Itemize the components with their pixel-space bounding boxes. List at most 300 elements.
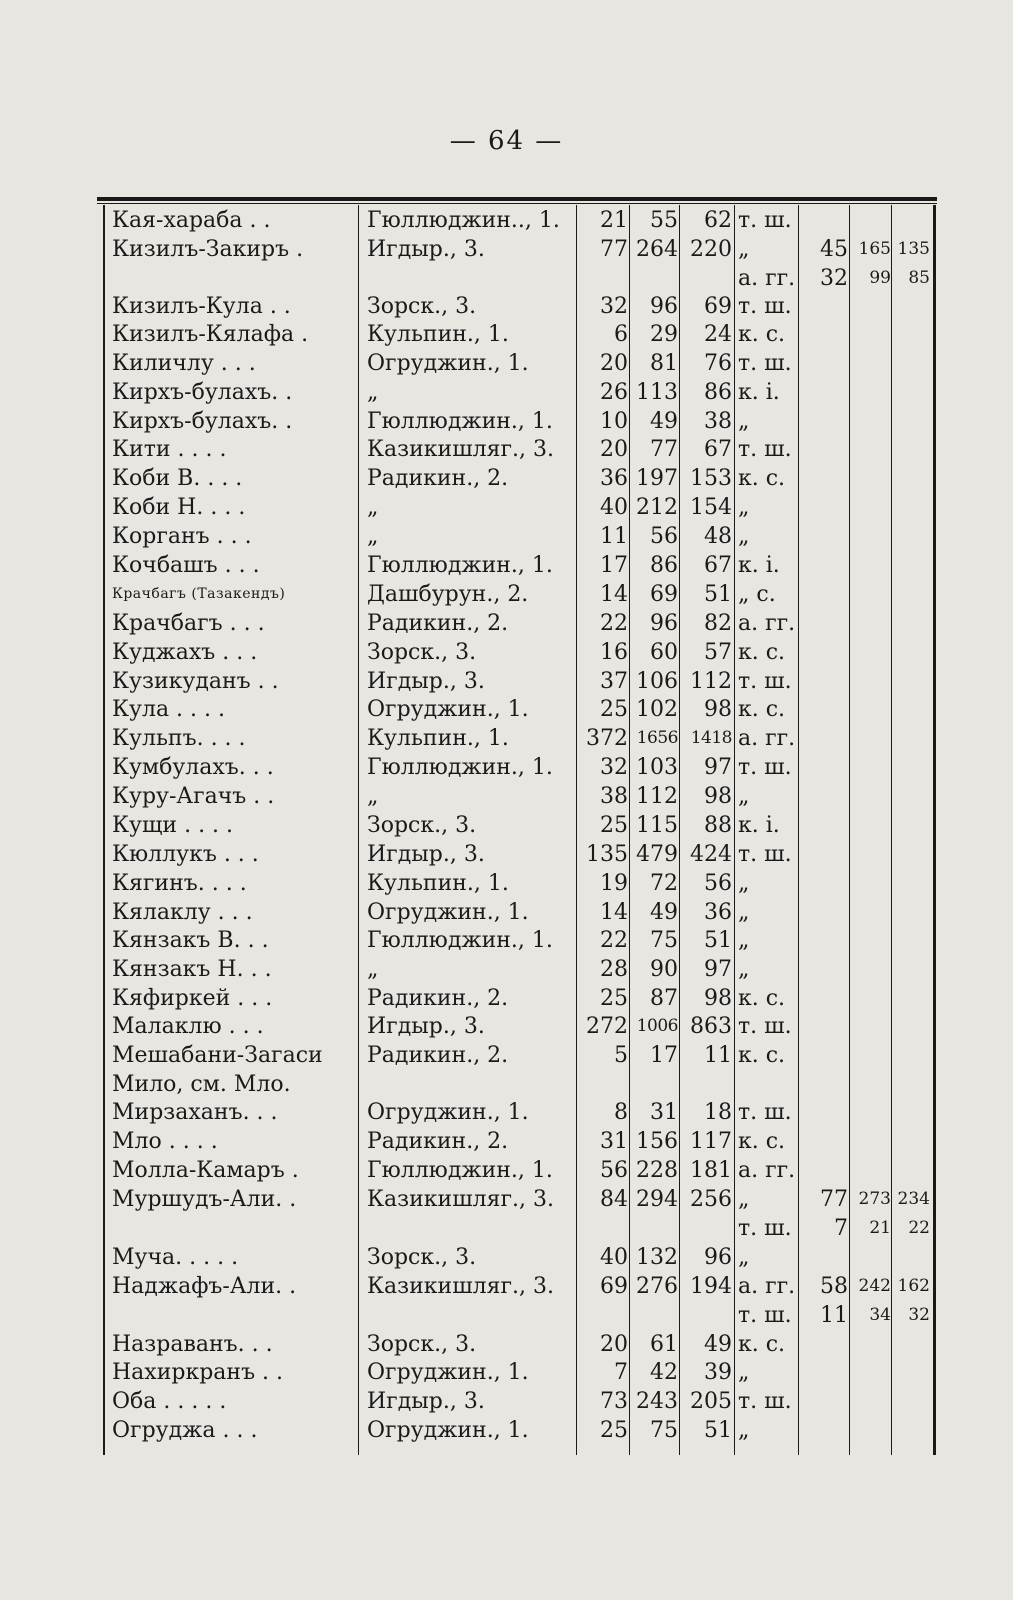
- row-households: 20: [600, 437, 628, 462]
- row-males: 1656: [636, 728, 678, 748]
- row-population-type: „: [738, 900, 750, 925]
- row-males: 132: [636, 1245, 678, 1270]
- row-males: 156: [636, 1129, 678, 1154]
- row-district: Гюллюджин., 1.: [367, 553, 553, 578]
- row-district: Зорск., 3.: [367, 294, 477, 319]
- row-name: Огруджа . . .: [112, 1418, 258, 1443]
- row-population-type: „: [738, 1245, 750, 1270]
- table-row: [0, 580, 1013, 609]
- row-group-females: 135: [897, 239, 930, 259]
- row-name: Молла-Камаръ .: [112, 1158, 299, 1183]
- row-males: 72: [650, 871, 678, 896]
- row-district: Радикин., 2.: [367, 611, 509, 636]
- row-population-type: к. с.: [738, 697, 786, 722]
- row-district: Гюллюджин., 1.: [367, 409, 553, 434]
- row-population-type: т. ш.: [738, 842, 792, 867]
- row-males: 61: [650, 1332, 678, 1357]
- row-males: 90: [650, 957, 678, 982]
- row-households: 32: [600, 755, 628, 780]
- row-district: Радикин., 2.: [367, 1043, 509, 1068]
- row-households: 6: [614, 322, 628, 347]
- row-group-females: 162: [897, 1276, 930, 1296]
- row-households: 36: [600, 466, 628, 491]
- row-district: Кульпин., 1.: [367, 726, 509, 751]
- table-row: [0, 984, 1013, 1013]
- row-females: 51: [704, 1418, 732, 1443]
- row-group-households: 11: [820, 1303, 848, 1328]
- table-row: [0, 551, 1013, 580]
- row-name: Коби Н. . . .: [112, 495, 246, 520]
- row-name: Мешабани-Загаси: [112, 1043, 323, 1068]
- row-households: 20: [600, 1332, 628, 1357]
- row-population-type: к. с.: [738, 1332, 786, 1357]
- row-district: Игдыр., 3.: [367, 669, 485, 694]
- row-females: 112: [690, 669, 732, 694]
- row-name: Куру-Агачъ . .: [112, 784, 275, 809]
- row-females: 39: [704, 1360, 732, 1385]
- row-males: 17: [650, 1043, 678, 1068]
- row-district: Зорск., 3.: [367, 640, 477, 665]
- row-name: Муча. . . . .: [112, 1245, 239, 1270]
- row-females: 154: [690, 495, 732, 520]
- row-district: Огруджин., 1.: [367, 1360, 529, 1385]
- row-district: Радикин., 2.: [367, 986, 509, 1011]
- row-males: 49: [650, 900, 678, 925]
- row-population-type: т. ш.: [738, 208, 792, 233]
- row-females: 86: [704, 380, 732, 405]
- row-name: Кизилъ-Кялафа .: [112, 322, 309, 347]
- table-row: [0, 840, 1013, 869]
- row-households: 31: [600, 1129, 628, 1154]
- row-population-type: к. i.: [738, 380, 780, 405]
- row-population-type: к. i.: [738, 813, 780, 838]
- row-population-type: т. ш.: [738, 1014, 792, 1039]
- row-group-households: 58: [820, 1274, 848, 1299]
- row-district: Радикин., 2.: [367, 466, 509, 491]
- row-females: 76: [704, 351, 732, 376]
- row-group-households: 7: [834, 1216, 848, 1241]
- row-population-type: а. гг.: [738, 726, 796, 751]
- row-households: 22: [600, 928, 628, 953]
- table-row: [0, 695, 1013, 724]
- row-group-females: 22: [908, 1218, 930, 1238]
- row-households: 272: [586, 1014, 628, 1039]
- row-population-type: к. с.: [738, 466, 786, 491]
- row-households: 7: [614, 1360, 628, 1385]
- top-rule: [97, 197, 937, 201]
- row-females: 56: [704, 871, 732, 896]
- row-population-type: „: [738, 957, 750, 982]
- row-females: 117: [690, 1129, 732, 1154]
- row-population-type: к. с.: [738, 640, 786, 665]
- row-name: Кяфиркей . . .: [112, 986, 273, 1011]
- table-row: [0, 1330, 1013, 1359]
- row-population-type: „: [738, 871, 750, 896]
- table-row: [0, 782, 1013, 811]
- row-name: Кягинъ. . . .: [112, 871, 247, 896]
- table-row: [0, 926, 1013, 955]
- row-males: 212: [636, 495, 678, 520]
- table-row: [0, 378, 1013, 407]
- row-district: Игдыр., 3.: [367, 1014, 485, 1039]
- row-district: Казикишляг., 3.: [367, 1274, 555, 1299]
- top-rule-thin: [97, 203, 937, 204]
- row-males: 96: [650, 611, 678, 636]
- row-households: 25: [600, 813, 628, 838]
- row-district: Зорск., 3.: [367, 1245, 477, 1270]
- row-name: Кянзакъ Н. . .: [112, 957, 272, 982]
- row-females: 18: [704, 1100, 732, 1125]
- table-row: [0, 1127, 1013, 1156]
- row-households: 38: [600, 784, 628, 809]
- row-district: Огруджин., 1.: [367, 351, 529, 376]
- row-group-households: 77: [820, 1187, 848, 1212]
- row-population-type: к. с.: [738, 986, 786, 1011]
- row-name: Крачбагъ . . .: [112, 611, 265, 636]
- row-name: Кущи . . . .: [112, 813, 234, 838]
- table-row: [0, 753, 1013, 782]
- table-row: [0, 407, 1013, 436]
- row-name: Мило, см. Мло.: [112, 1072, 291, 1097]
- row-district: Казикишляг., 3.: [367, 437, 555, 462]
- row-households: 11: [600, 524, 628, 549]
- row-households: 25: [600, 697, 628, 722]
- row-population-type: т. ш.: [738, 1216, 792, 1241]
- row-females: 194: [690, 1274, 732, 1299]
- row-district: Огруджин., 1.: [367, 1418, 529, 1443]
- row-females: 205: [690, 1389, 732, 1414]
- row-name: Кянзакъ В. . .: [112, 928, 269, 953]
- row-households: 14: [600, 900, 628, 925]
- row-females: 863: [690, 1014, 732, 1039]
- row-district: Гюллюджин., 1.: [367, 1158, 553, 1183]
- row-females: 36: [704, 900, 732, 925]
- page-number: — 64 —: [449, 126, 564, 156]
- row-males: 31: [650, 1100, 678, 1125]
- table-row: [0, 1358, 1013, 1387]
- row-females: 51: [704, 928, 732, 953]
- row-households: 10: [600, 409, 628, 434]
- row-males: 77: [650, 437, 678, 462]
- row-name: Киличлу . . .: [112, 351, 256, 376]
- row-group-males: 34: [869, 1305, 891, 1325]
- row-females: 1418: [690, 728, 732, 748]
- row-population-type: к. с.: [738, 322, 786, 347]
- row-females: 97: [704, 755, 732, 780]
- row-name: Мирзаханъ. . .: [112, 1100, 278, 1125]
- row-name: Кумбулахъ. . .: [112, 755, 274, 780]
- table-row: [0, 1098, 1013, 1127]
- row-population-type: т. ш.: [738, 351, 792, 376]
- row-group-males: 242: [858, 1276, 891, 1296]
- row-population-type: „: [738, 1360, 750, 1385]
- table-row: [0, 349, 1013, 378]
- row-males: 1006: [636, 1016, 678, 1036]
- row-group-males: 21: [869, 1218, 891, 1238]
- row-district: Огруджин., 1.: [367, 1100, 529, 1125]
- row-households: 56: [600, 1158, 628, 1183]
- row-population-type: к. с.: [738, 1043, 786, 1068]
- row-males: 294: [636, 1187, 678, 1212]
- row-males: 42: [650, 1360, 678, 1385]
- row-females: 424: [690, 842, 732, 867]
- row-population-type: а. гг.: [738, 1158, 796, 1183]
- table-row: [0, 811, 1013, 840]
- table-row: [0, 522, 1013, 551]
- row-females: 51: [704, 582, 732, 607]
- table-row: [0, 955, 1013, 984]
- row-males: 86: [650, 553, 678, 578]
- row-females: 82: [704, 611, 732, 636]
- row-name: Кялаклу . . .: [112, 900, 253, 925]
- row-district: Кульпин., 1.: [367, 871, 509, 896]
- row-population-type: „ с.: [738, 582, 776, 607]
- row-district: „: [367, 524, 379, 549]
- row-population-type: т. ш.: [738, 669, 792, 694]
- row-females: 11: [704, 1043, 732, 1068]
- row-households: 26: [600, 380, 628, 405]
- table-row: [0, 638, 1013, 667]
- row-district: Зорск., 3.: [367, 813, 477, 838]
- row-name: Кая-хараба . .: [112, 208, 271, 233]
- row-males: 112: [636, 784, 678, 809]
- row-district: „: [367, 784, 379, 809]
- row-households: 25: [600, 986, 628, 1011]
- table-row: [0, 1070, 1013, 1099]
- row-population-type: т. ш.: [738, 755, 792, 780]
- row-name: Нахиркранъ . .: [112, 1360, 284, 1385]
- table-row: [0, 1185, 1013, 1214]
- row-name: Коби В. . . .: [112, 466, 243, 491]
- row-males: 75: [650, 1418, 678, 1443]
- row-males: 228: [636, 1158, 678, 1183]
- row-name: Кочбашъ . . .: [112, 553, 260, 578]
- row-population-type: „: [738, 524, 750, 549]
- row-population-type: „: [738, 237, 750, 262]
- row-males: 197: [636, 466, 678, 491]
- row-district: Зорск., 3.: [367, 1332, 477, 1357]
- row-name: Кизилъ-Кула . .: [112, 294, 291, 319]
- row-name: Кульпъ. . . .: [112, 726, 246, 751]
- row-females: 97: [704, 957, 732, 982]
- row-name: Крачбагъ (Тазакендъ): [112, 586, 286, 602]
- row-households: 77: [600, 237, 628, 262]
- row-group-males: 99: [869, 268, 891, 288]
- row-name: Наджафъ-Али. .: [112, 1274, 297, 1299]
- table-row: [0, 609, 1013, 638]
- table-row: [0, 1387, 1013, 1416]
- row-district: Гюллюджин., 1.: [367, 928, 553, 953]
- row-females: 38: [704, 409, 732, 434]
- row-households: 22: [600, 611, 628, 636]
- row-group-females: 234: [897, 1189, 930, 1209]
- row-households: 32: [600, 294, 628, 319]
- row-females: 67: [704, 437, 732, 462]
- row-district: Игдыр., 3.: [367, 842, 485, 867]
- row-households: 73: [600, 1389, 628, 1414]
- row-households: 16: [600, 640, 628, 665]
- row-district: Огруджин., 1.: [367, 697, 529, 722]
- row-females: 153: [690, 466, 732, 491]
- row-households: 21: [600, 208, 628, 233]
- row-females: 98: [704, 697, 732, 722]
- row-males: 60: [650, 640, 678, 665]
- row-name: Назраванъ. . .: [112, 1332, 273, 1357]
- row-name: Кирхъ-булахъ. .: [112, 380, 293, 405]
- row-females: 48: [704, 524, 732, 549]
- row-population-type: „: [738, 409, 750, 434]
- table-row: [0, 1416, 1013, 1445]
- row-name: Кула . . . .: [112, 697, 226, 722]
- row-males: 87: [650, 986, 678, 1011]
- row-males: 49: [650, 409, 678, 434]
- row-district: Радикин., 2.: [367, 1129, 509, 1154]
- row-group-males: 273: [858, 1189, 891, 1209]
- table-row: [0, 1041, 1013, 1070]
- row-name: Оба . . . . .: [112, 1389, 227, 1414]
- row-district: Огруджин., 1.: [367, 900, 529, 925]
- row-females: 98: [704, 986, 732, 1011]
- row-district: „: [367, 380, 379, 405]
- row-households: 5: [614, 1043, 628, 1068]
- row-males: 75: [650, 928, 678, 953]
- row-name: Муршудъ-Али. .: [112, 1187, 297, 1212]
- row-males: 103: [636, 755, 678, 780]
- row-name: Кюллукъ . . .: [112, 842, 259, 867]
- row-males: 264: [636, 237, 678, 262]
- row-name: Мло . . . .: [112, 1129, 218, 1154]
- row-females: 49: [704, 1332, 732, 1357]
- row-group-females: 32: [908, 1305, 930, 1325]
- table-row: [0, 1243, 1013, 1272]
- table-row: [0, 667, 1013, 696]
- row-population-type: к. i.: [738, 553, 780, 578]
- row-name: Куджахъ . . .: [112, 640, 258, 665]
- row-population-type: т. ш.: [738, 1100, 792, 1125]
- table-row: [0, 869, 1013, 898]
- table-row: [0, 724, 1013, 753]
- row-females: 69: [704, 294, 732, 319]
- row-district: Казикишляг., 3.: [367, 1187, 555, 1212]
- row-households: 135: [586, 842, 628, 867]
- table-row: [0, 464, 1013, 493]
- row-females: 62: [704, 208, 732, 233]
- row-population-type: т. ш.: [738, 294, 792, 319]
- table-row: [0, 1272, 1013, 1301]
- row-households: 28: [600, 957, 628, 982]
- row-households: 14: [600, 582, 628, 607]
- row-females: 220: [690, 237, 732, 262]
- table-row: [0, 493, 1013, 522]
- row-females: 88: [704, 813, 732, 838]
- row-households: 40: [600, 495, 628, 520]
- table-row: [0, 292, 1013, 321]
- row-households: 40: [600, 1245, 628, 1270]
- row-group-males: 165: [858, 239, 891, 259]
- row-population-type: а. гг.: [738, 266, 796, 291]
- row-males: 106: [636, 669, 678, 694]
- row-females: 67: [704, 553, 732, 578]
- row-males: 276: [636, 1274, 678, 1299]
- row-name: Кизилъ-Закиръ .: [112, 237, 304, 262]
- row-males: 55: [650, 208, 678, 233]
- row-households: 17: [600, 553, 628, 578]
- row-households: 84: [600, 1187, 628, 1212]
- row-population-type: а. гг.: [738, 611, 796, 636]
- row-households: 20: [600, 351, 628, 376]
- row-population-type: т. ш.: [738, 1303, 792, 1328]
- row-district: „: [367, 957, 379, 982]
- row-population-type: „: [738, 784, 750, 809]
- row-name: Кирхъ-булахъ. .: [112, 409, 293, 434]
- row-females: 57: [704, 640, 732, 665]
- table-row: [0, 1156, 1013, 1185]
- row-population-type: к. с.: [738, 1129, 786, 1154]
- row-population-type: „: [738, 928, 750, 953]
- row-district: Гюллюджин.., 1.: [367, 208, 560, 233]
- row-population-type: т. ш.: [738, 437, 792, 462]
- row-households: 19: [600, 871, 628, 896]
- row-males: 479: [636, 842, 678, 867]
- row-males: 102: [636, 697, 678, 722]
- row-households: 8: [614, 1100, 628, 1125]
- table-row: [0, 1214, 1013, 1243]
- table-row: [0, 320, 1013, 349]
- row-population-type: т. ш.: [738, 1389, 792, 1414]
- row-population-type: а. гг.: [738, 1274, 796, 1299]
- row-population-type: „: [738, 1187, 750, 1212]
- row-households: 69: [600, 1274, 628, 1299]
- row-name: Кузикуданъ . .: [112, 669, 279, 694]
- row-males: 113: [636, 380, 678, 405]
- row-males: 29: [650, 322, 678, 347]
- row-males: 243: [636, 1389, 678, 1414]
- row-population-type: „: [738, 495, 750, 520]
- table-row: [0, 435, 1013, 464]
- table-row: [0, 206, 1013, 235]
- row-name: Малаклю . . .: [112, 1014, 264, 1039]
- table-row: [0, 264, 1013, 293]
- row-group-households: 32: [820, 266, 848, 291]
- row-name: Кити . . . .: [112, 437, 227, 462]
- row-females: 96: [704, 1245, 732, 1270]
- row-name: Корганъ . . .: [112, 524, 252, 549]
- row-district: Гюллюджин., 1.: [367, 755, 553, 780]
- row-females: 181: [690, 1158, 732, 1183]
- row-males: 56: [650, 524, 678, 549]
- row-district: Дашбурун., 2.: [367, 582, 529, 607]
- table-row: [0, 235, 1013, 264]
- row-males: 69: [650, 582, 678, 607]
- row-district: Кульпин., 1.: [367, 322, 509, 347]
- table-row: [0, 898, 1013, 927]
- row-males: 115: [636, 813, 678, 838]
- row-households: 25: [600, 1418, 628, 1443]
- row-males: 81: [650, 351, 678, 376]
- row-district: „: [367, 495, 379, 520]
- row-females: 24: [704, 322, 732, 347]
- row-households: 372: [586, 726, 628, 751]
- row-females: 98: [704, 784, 732, 809]
- table-row: [0, 1301, 1013, 1330]
- row-population-type: „: [738, 1418, 750, 1443]
- row-females: 256: [690, 1187, 732, 1212]
- row-district: Игдыр., 3.: [367, 237, 485, 262]
- row-group-females: 85: [908, 268, 930, 288]
- row-district: Игдыр., 3.: [367, 1389, 485, 1414]
- row-group-households: 45: [820, 237, 848, 262]
- row-males: 96: [650, 294, 678, 319]
